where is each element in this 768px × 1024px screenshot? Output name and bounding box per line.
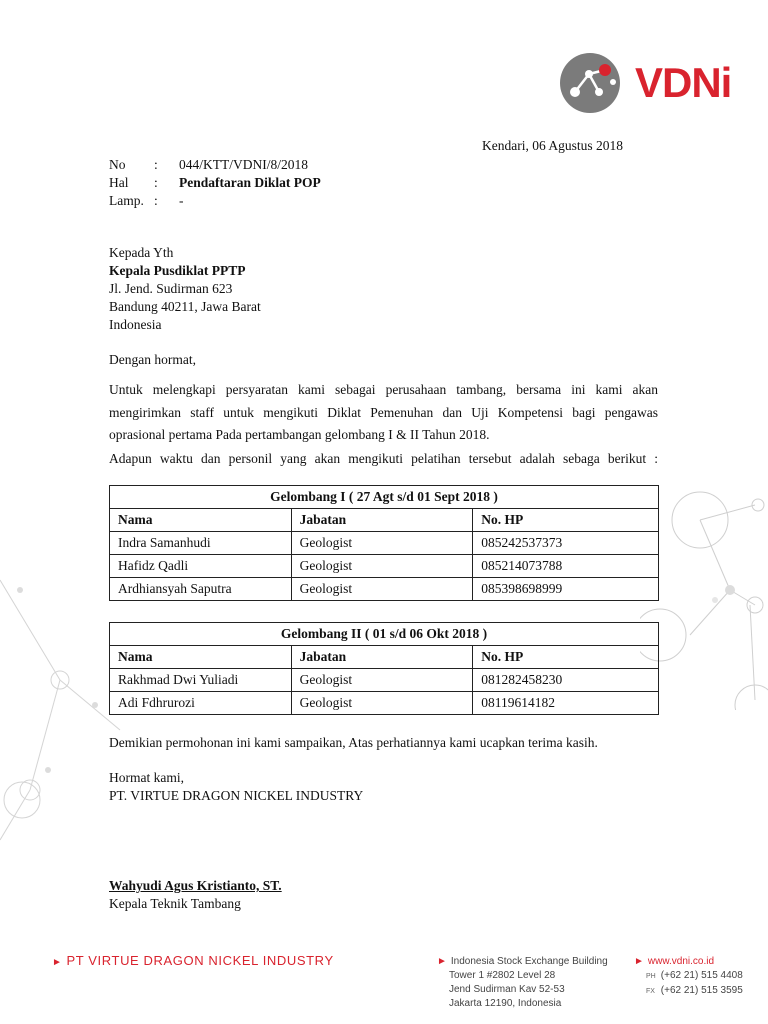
footer-company-name: PT VIRTUE DRAGON NICKEL INDUSTRY [66, 953, 334, 968]
logo-wordmark: VDNi [635, 59, 732, 106]
footer-address-text: Indonesia Stock Exchange Building [450, 956, 608, 967]
footer-company [52, 953, 334, 968]
footer-fax: (+62 21) 515 3595 [660, 985, 743, 996]
table-row [110, 578, 659, 601]
footer-phone-line [634, 969, 743, 984]
table-title-row [110, 486, 659, 509]
participants-table-wave-2 [109, 622, 659, 715]
cell-phone: 085214073788 [473, 555, 659, 578]
body-paragraph-1: Untuk melengkapi persyaratan kami sebagai perusahaan tambang, bersama ini kami akan mengirimkan staff untuk mengikuti Diklat Pemenuhan dan Uji Kompetensi bagi pengawas oprasional pertama Pada pertambangan gelombang I & II Tahun 2018. [109, 382, 658, 442]
column-header-position: Jabatan [291, 646, 473, 669]
footer-website-link[interactable]: www.vdni.co.id [647, 956, 715, 967]
triangle-bullet-icon: ► [634, 956, 644, 967]
table-row [110, 532, 659, 555]
footer-phone: (+62 21) 515 4408 [660, 970, 743, 981]
table-header-row [110, 646, 659, 669]
signatory-name: Wahyudi Agus Kristianto, ST. [109, 878, 282, 893]
cell-position: Geologist [291, 692, 473, 715]
meta-value: - [179, 193, 184, 208]
cell-name: Adi Fdhrurozi [110, 692, 292, 715]
triangle-bullet-icon: ► [437, 956, 447, 967]
footer-address [437, 955, 608, 1011]
fax-label: FX [646, 988, 655, 995]
table-title-row [110, 623, 659, 646]
cell-phone: 08119614182 [473, 692, 659, 715]
footer-address-line [437, 955, 608, 969]
cell-position: Geologist [291, 669, 473, 692]
column-header-name: Nama [110, 646, 292, 669]
regards-block [109, 769, 363, 805]
column-header-phone: No. HP [473, 509, 659, 532]
cell-name: Ardhiansyah Saputra [110, 578, 292, 601]
table-row [110, 555, 659, 578]
meta-separator: : [154, 157, 158, 172]
cell-position: Geologist [291, 555, 473, 578]
table-row [110, 669, 659, 692]
cell-name: Rakhmad Dwi Yuliadi [110, 669, 292, 692]
cell-name: Indra Samanhudi [110, 532, 292, 555]
table-header-row [110, 509, 659, 532]
footer-address-line: Jakarta 12190, Indonesia [449, 998, 562, 1009]
table-title: Gelombang II ( 01 s/d 06 Okt 2018 ) [110, 623, 659, 646]
letter-date: Kendari, 06 Agustus 2018 [482, 138, 623, 153]
participants-table-wave-1 [109, 485, 659, 601]
cell-phone: 081282458230 [473, 669, 659, 692]
meta-separator: : [154, 175, 158, 190]
meta-value: 044/KTT/VDNI/8/2018 [179, 157, 308, 172]
phone-label: PH [646, 973, 656, 980]
recipient-greeting: Kepada Yth [109, 245, 174, 260]
meta-label: No [109, 157, 126, 172]
salutation: Dengan hormat, [109, 352, 196, 367]
cell-position: Geologist [291, 532, 473, 555]
regards-company: PT. VIRTUE DRAGON NICKEL INDUSTRY [109, 788, 364, 803]
column-header-position: Jabatan [291, 509, 473, 532]
signatory-title: Kepala Teknik Tambang [109, 896, 241, 911]
footer-address-line: Tower 1 #2802 Level 28 [449, 970, 556, 981]
meta-separator: : [154, 193, 158, 208]
footer-contact [634, 955, 743, 999]
decorative-molecule-graphic [640, 470, 768, 710]
closing-sentence: Demikian permohonan ini kami sampaikan, Atas perhatiannya kami ucapkan terima kasih. [109, 735, 598, 750]
signature-block [109, 877, 282, 913]
meta-label: Lamp. [109, 193, 144, 208]
triangle-bullet-icon: ► [52, 957, 63, 968]
table-title: Gelombang I ( 27 Agt s/d 01 Sept 2018 ) [110, 486, 659, 509]
recipient-name: Kepala Pusdiklat PPTP [109, 263, 246, 278]
recipient-country: Indonesia [109, 317, 162, 332]
recipient-address-line2: Bandung 40211, Jawa Barat [109, 299, 261, 314]
footer-fax-line [634, 984, 743, 999]
meta-value: Pendaftaran Diklat POP [179, 175, 321, 190]
column-header-phone: No. HP [473, 646, 659, 669]
table-row [110, 692, 659, 715]
cell-phone: 085242537373 [473, 532, 659, 555]
cell-name: Hafidz Qadli [110, 555, 292, 578]
column-header-name: Nama [110, 509, 292, 532]
cell-position: Geologist [291, 578, 473, 601]
regards-line: Hormat kami, [109, 770, 184, 785]
footer-address-line: Jend Sudirman Kav 52-53 [449, 984, 565, 995]
footer-website-line [634, 955, 743, 969]
cell-phone: 085398698999 [473, 578, 659, 601]
meta-label: Hal [109, 175, 129, 190]
body-paragraph-2: Adapun waktu dan personil yang akan mengikuti pelatihan tersebut adalah sebaga berikut : [109, 451, 658, 466]
recipient-address-line1: Jl. Jend. Sudirman 623 [109, 281, 233, 296]
